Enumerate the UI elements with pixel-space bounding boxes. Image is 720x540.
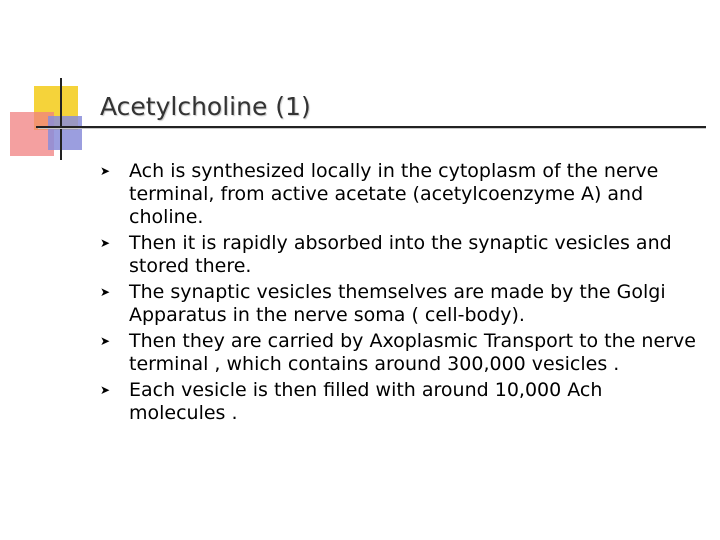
arrowhead-bullet-icon: ➤ (100, 236, 111, 250)
bullet-text: Then they are carried by Axoplasmic Transport to the nerve terminal , which contains around 300,000 vesicles . (129, 330, 696, 375)
arrowhead-bullet-icon: ➤ (100, 164, 111, 178)
bullet-item (100, 232, 700, 278)
slide-title: Acetylcholine (1) (100, 92, 311, 121)
arrowhead-bullet-icon: ➤ (100, 383, 111, 397)
decorative-vertical-line (60, 78, 62, 160)
decorative-blue-square (48, 116, 82, 150)
bullet-text: Each vesicle is then filled with around 10,000 Ach molecules . (129, 379, 603, 424)
bullet-item (100, 281, 700, 327)
bullet-item (100, 379, 700, 425)
bullet-item (100, 160, 700, 229)
bullet-list (100, 160, 700, 428)
bullet-text: The synaptic vesicles themselves are made by the Golgi Apparatus in the nerve soma ( cell-body). (129, 281, 666, 326)
bullet-item (100, 330, 700, 376)
bullet-text: Ach is synthesized locally in the cytoplasm of the nerve terminal, from active acetate (acetylcoenzyme A) and choline. (129, 160, 659, 228)
arrowhead-bullet-icon: ➤ (100, 285, 111, 299)
bullet-text: Then it is rapidly absorbed into the synaptic vesicles and stored there. (129, 232, 672, 277)
title-underline-shadow (38, 128, 706, 129)
arrowhead-bullet-icon: ➤ (100, 334, 111, 348)
title-underline (36, 126, 706, 128)
